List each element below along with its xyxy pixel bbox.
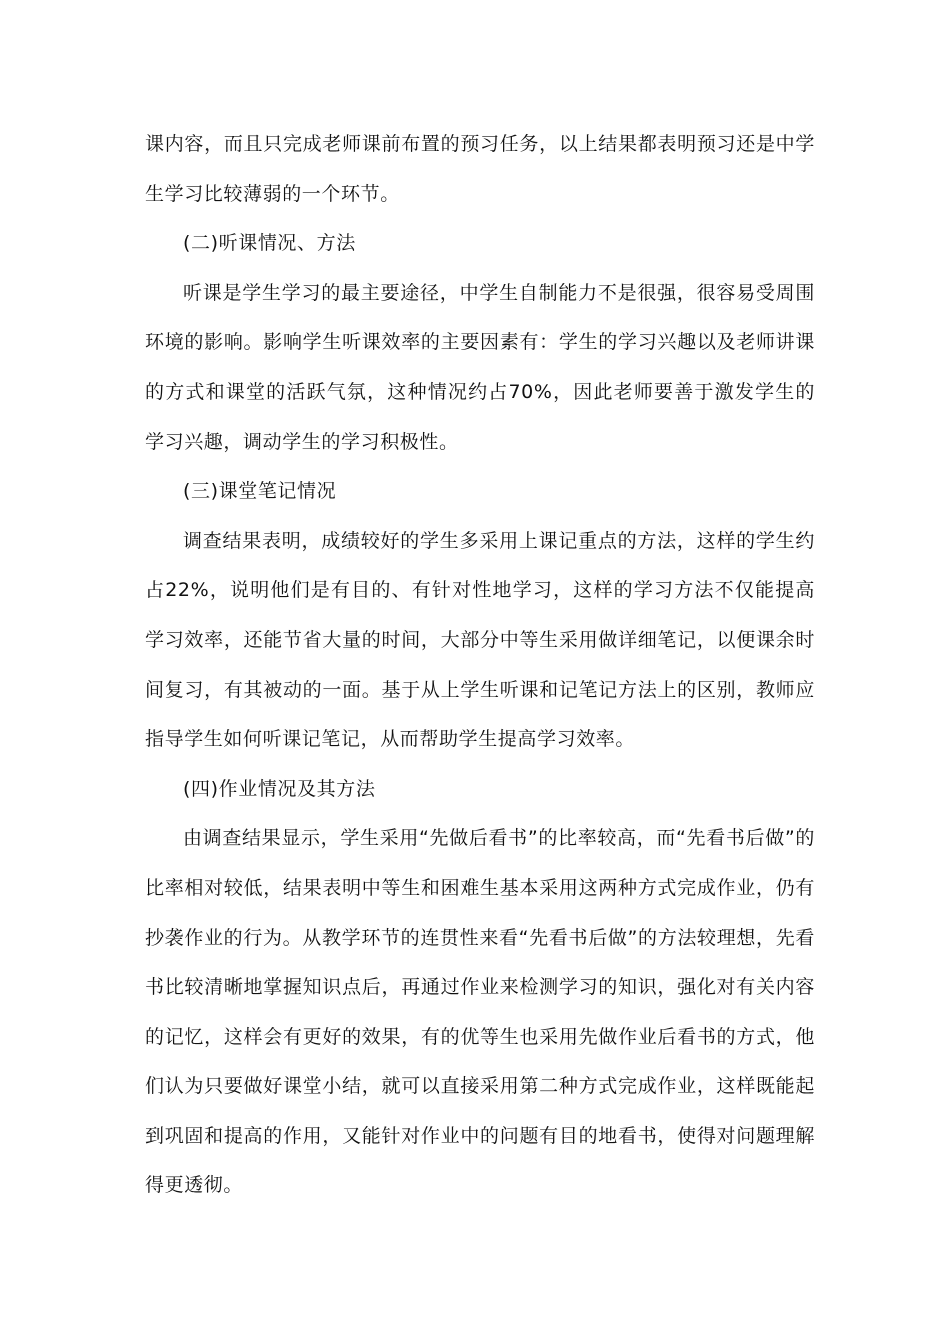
paragraph-homework: 由调查结果显示，学生采用“先做后看书”的比率较高，而“先看书后做”的比率相对较低，结果表明中等生和困难生基本采用这两种方式完成作业，仍有抄袭作业的行为。从教学环节的连贯性来看“先看书后做”的方法较理想，先看书比较清晰地掌握知识点后，再通过作业来检测学习的知识，强化对有关内容的记忆，这样会有更好的效果，有的优等生也采用先做作业后看书的方式，他们认为只要做好课堂小结，就可以直接采用第二种方式完成作业，这样既能起到巩固和提高的作用，又能针对作业中的问题有目的地看书，使得对问题理解得更透彻。 [145, 827, 815, 1197]
paragraph-continuation: 课内容，而且只完成老师课前布置的预习任务，以上结果都表明预习还是中学生学习比较薄弱的一个环节。 [145, 133, 815, 205]
paragraph-notes: 调查结果表明，成绩较好的学生多采用上课记重点的方法，这样的学生约占22%，说明他们是有目的、有针对性地学习，这样的学习方法不仅能提高学习效率，还能节省大量的时间，大部分中等生采用做详细笔记，以便课余时间复习，有其被动的一面。基于从上学生听课和记笔记方法上的区别，教师应指导学生如何听课记笔记，从而帮助学生提高学习效率。 [145, 529, 815, 751]
section-heading-notes: (三)课堂笔记情况 [183, 480, 337, 503]
document-body [145, 120, 815, 1211]
paragraph-listening: 听课是学生学习的最主要途径，中学生自制能力不是很强，很容易受周围环境的影响。影响学生听课效率的主要因素有：学生的学习兴趣以及老师讲课的方式和课堂的活跃气氛，这种情况约占70%，因此老师要善于激发学生的学习兴趣，调动学生的学习积极性。 [145, 281, 815, 453]
section-heading-listening: (二)听课情况、方法 [183, 232, 356, 255]
section-heading-homework: (四)作业情况及其方法 [183, 777, 376, 800]
